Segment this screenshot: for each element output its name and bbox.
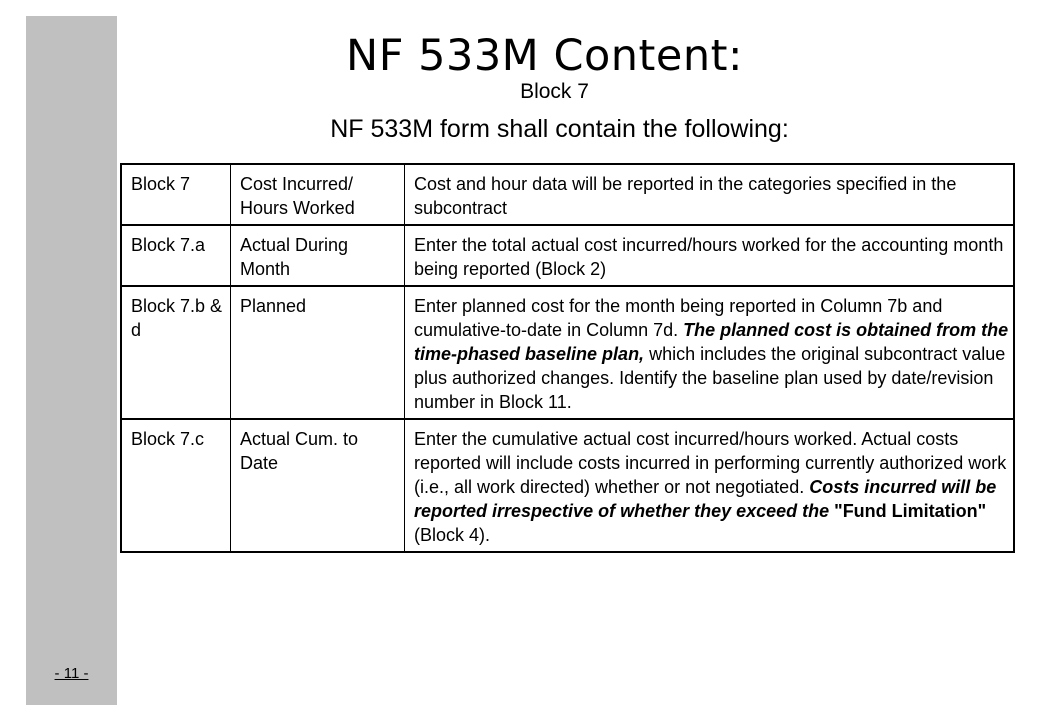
description-text: Enter the cumulative actual cost incurred/hours worked. Actual costs reported will include costs incurred in performing currently authorized work (i.e., all work directed) whether or not negotiated. — [414, 429, 1007, 497]
block-cell: Block 7 — [121, 164, 231, 225]
page-number: - 11 - — [54, 665, 89, 682]
description-cell — [405, 419, 1015, 552]
description-text: which includes the original subcontract value plus authorized changes. Identify the baseline plan used by date/revision number in Block 11. — [414, 344, 1006, 412]
table-row — [121, 225, 1014, 286]
description-text: Enter planned cost for the month being reported in Column 7b and cumulative-to-date in Column 7d. — [414, 296, 943, 340]
field-name-cell: Planned — [231, 286, 405, 419]
block-cell: Block 7.c — [121, 419, 231, 552]
block-cell: Block 7.a — [121, 225, 231, 286]
description-cell — [405, 225, 1015, 286]
slide-subtitle: Block 7 — [520, 80, 589, 103]
field-name-cell: Actual During Month — [231, 225, 405, 286]
field-name-cell: Cost Incurred/ Hours Worked — [231, 164, 405, 225]
description-text: Enter the total actual cost incurred/hours worked for the accounting month being reported (Block 2) — [414, 235, 1004, 279]
slide-title: NF 533M Content: — [346, 31, 743, 81]
table-row — [121, 164, 1014, 225]
table-row — [121, 286, 1014, 419]
section-heading: NF 533M form shall contain the following: — [330, 115, 789, 143]
field-name-cell: Actual Cum. to Date — [231, 419, 405, 552]
content-table — [120, 163, 1015, 553]
emphasis-text: The planned cost is obtained from the time-phased baseline plan, — [414, 320, 1009, 364]
description-cell — [405, 164, 1015, 225]
description-text: (Block 4). — [414, 525, 491, 545]
emphasis-text: Costs incurred will be reported irrespective of whether they exceed the — [414, 477, 997, 521]
description-cell — [405, 286, 1015, 419]
emphasis-text: "Fund Limitation" — [834, 501, 987, 521]
table-row — [121, 419, 1014, 552]
description-text: Cost and hour data will be reported in the categories specified in the subcontract — [414, 174, 957, 218]
block-cell: Block 7.b & d — [121, 286, 231, 419]
